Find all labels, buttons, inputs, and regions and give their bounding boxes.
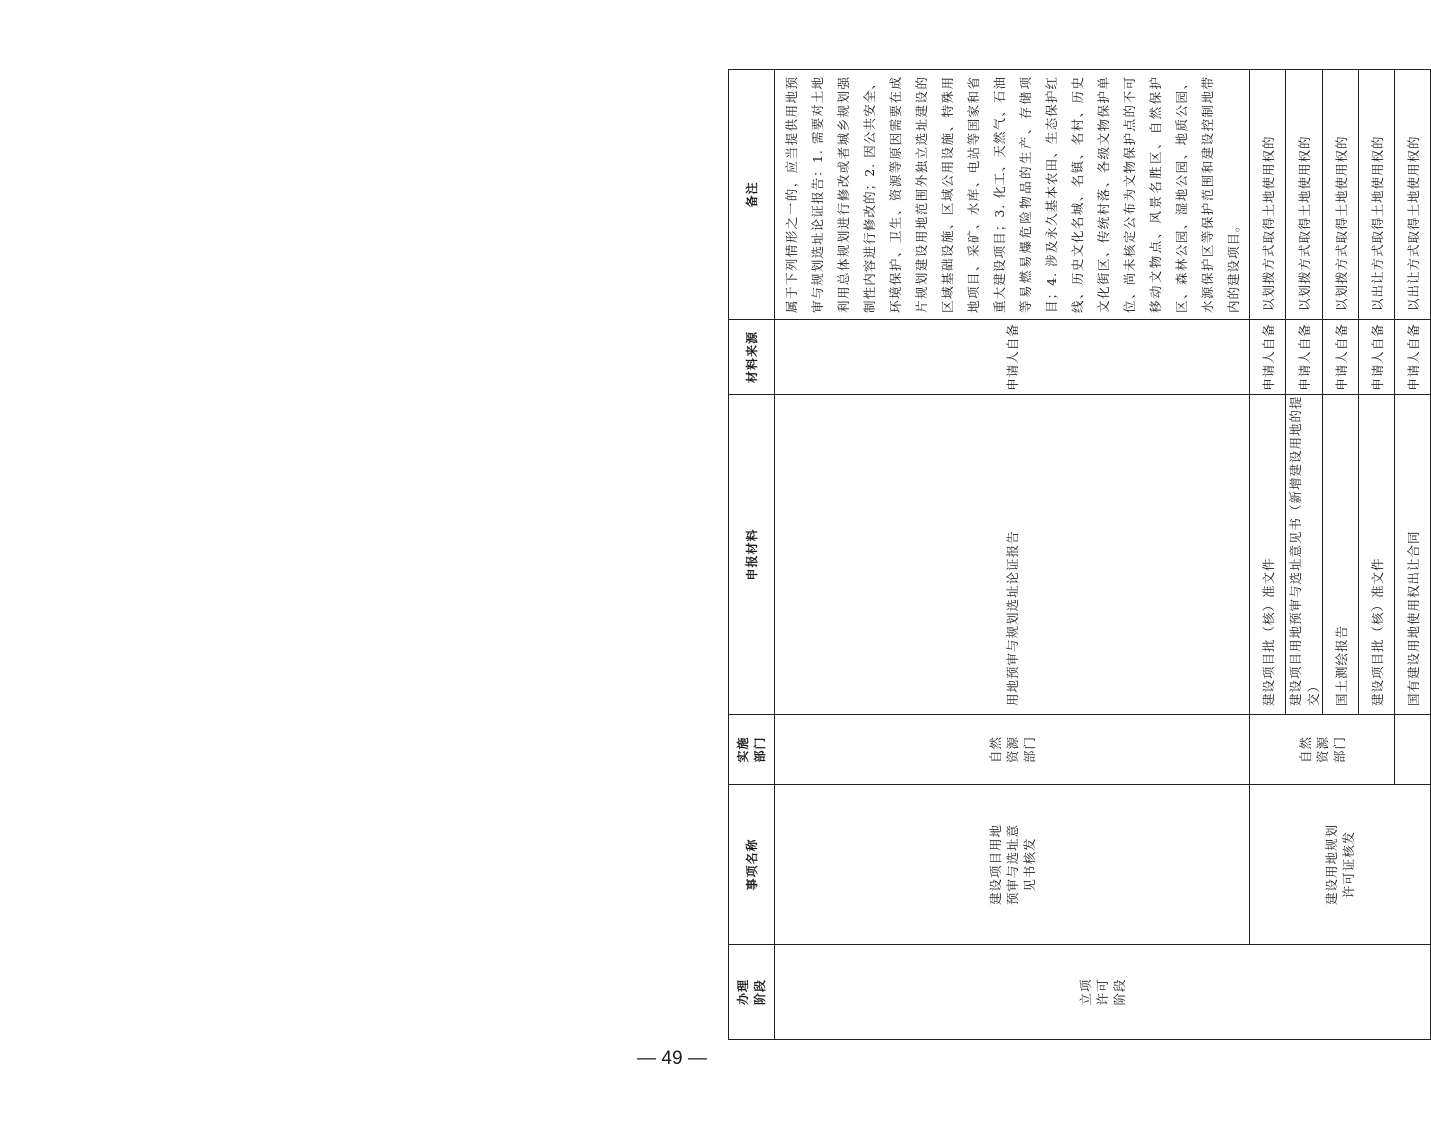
item2-material: 建设项目批（核）准文件	[1250, 395, 1286, 715]
item1-name: 建设项目用地 预审与选址意 见书核发	[775, 785, 1250, 945]
item2-remark: 以出让方式取得土地使用权的	[1395, 70, 1431, 320]
item2-department: 自然 资源 部门	[1250, 715, 1395, 785]
header-department: 实施 部门	[729, 715, 775, 785]
item1-source: 申请人自备	[775, 320, 1250, 395]
page-number: — 49 —	[637, 1048, 707, 1069]
item2-remark: 以划拨方式取得土地使用权的	[1323, 70, 1359, 320]
item2-source: 申请人自备	[1250, 320, 1286, 395]
item2-material: 国有建设用地使用权出让合同	[1395, 395, 1431, 715]
item2-material: 建设项目用地预审与选址意见书（新增建设用地的提交）	[1286, 395, 1323, 715]
header-source: 材料来源	[729, 320, 775, 395]
header-materials: 申报材料	[729, 395, 775, 715]
item1-material: 用地预审与规划选址论证报告	[775, 395, 1250, 715]
item2-material: 建设项目批（核）准文件	[1359, 395, 1395, 715]
item2-source: 申请人自备	[1359, 320, 1395, 395]
item2-remark: 以划拨方式取得土地使用权的	[1250, 70, 1286, 320]
table-header-row	[729, 70, 775, 1040]
item2-material: 国土测绘报告	[1323, 395, 1359, 715]
approval-materials-table	[728, 69, 1431, 1040]
item2-remark: 以出让方式取得土地使用权的	[1359, 70, 1395, 320]
rotated-table-wrapper	[728, 70, 1421, 1040]
empty-department-cell	[1395, 715, 1431, 785]
header-item-name: 事项名称	[729, 785, 775, 945]
item2-remark: 以划拨方式取得土地使用权的	[1286, 70, 1323, 320]
item2-source: 申请人自备	[1286, 320, 1323, 395]
item1-remark: 属于下列情形之一的，应当提供用地预审与规划选址论证报告：1. 需要对土地利用总体规划进行修改或者城乡规划强制性内容进行修改的；2. 因公共安全、环境保护、卫生、资源等原因需要在成片规划建设用地范围外独立选址建设的区域基础设施、区域公用设施、特殊用地项目、采矿、水库、电站等国家和省重大建设项目；3. 化工、天然气、石油等易燃易爆危险物品的生产、存储项目；4. 涉及永久基本农田、生态保护红线、历史文化名城、名镇、名村、历史文化街区、传统村落、各级文物保护单位、尚未核定公布为文物保护点的不可移动文物点、风景名胜区、自然保护区、森林公园、湿地公园、地质公园、水源保护区等保护范围和建设控制地带内的建设项目。	[775, 70, 1250, 320]
item2-source: 申请人自备	[1323, 320, 1359, 395]
item1-department: 自然 资源 部门	[775, 715, 1250, 785]
header-remarks: 备注	[729, 70, 775, 320]
table-row	[775, 70, 1250, 1040]
item2-name: 建设用地规划 许可证核发	[1250, 785, 1431, 945]
table-row	[1250, 70, 1286, 1040]
item2-source: 申请人自备	[1395, 320, 1431, 395]
header-stage: 办理 阶段	[729, 945, 775, 1040]
stage-cell: 立项 许可 阶段	[775, 945, 1431, 1040]
